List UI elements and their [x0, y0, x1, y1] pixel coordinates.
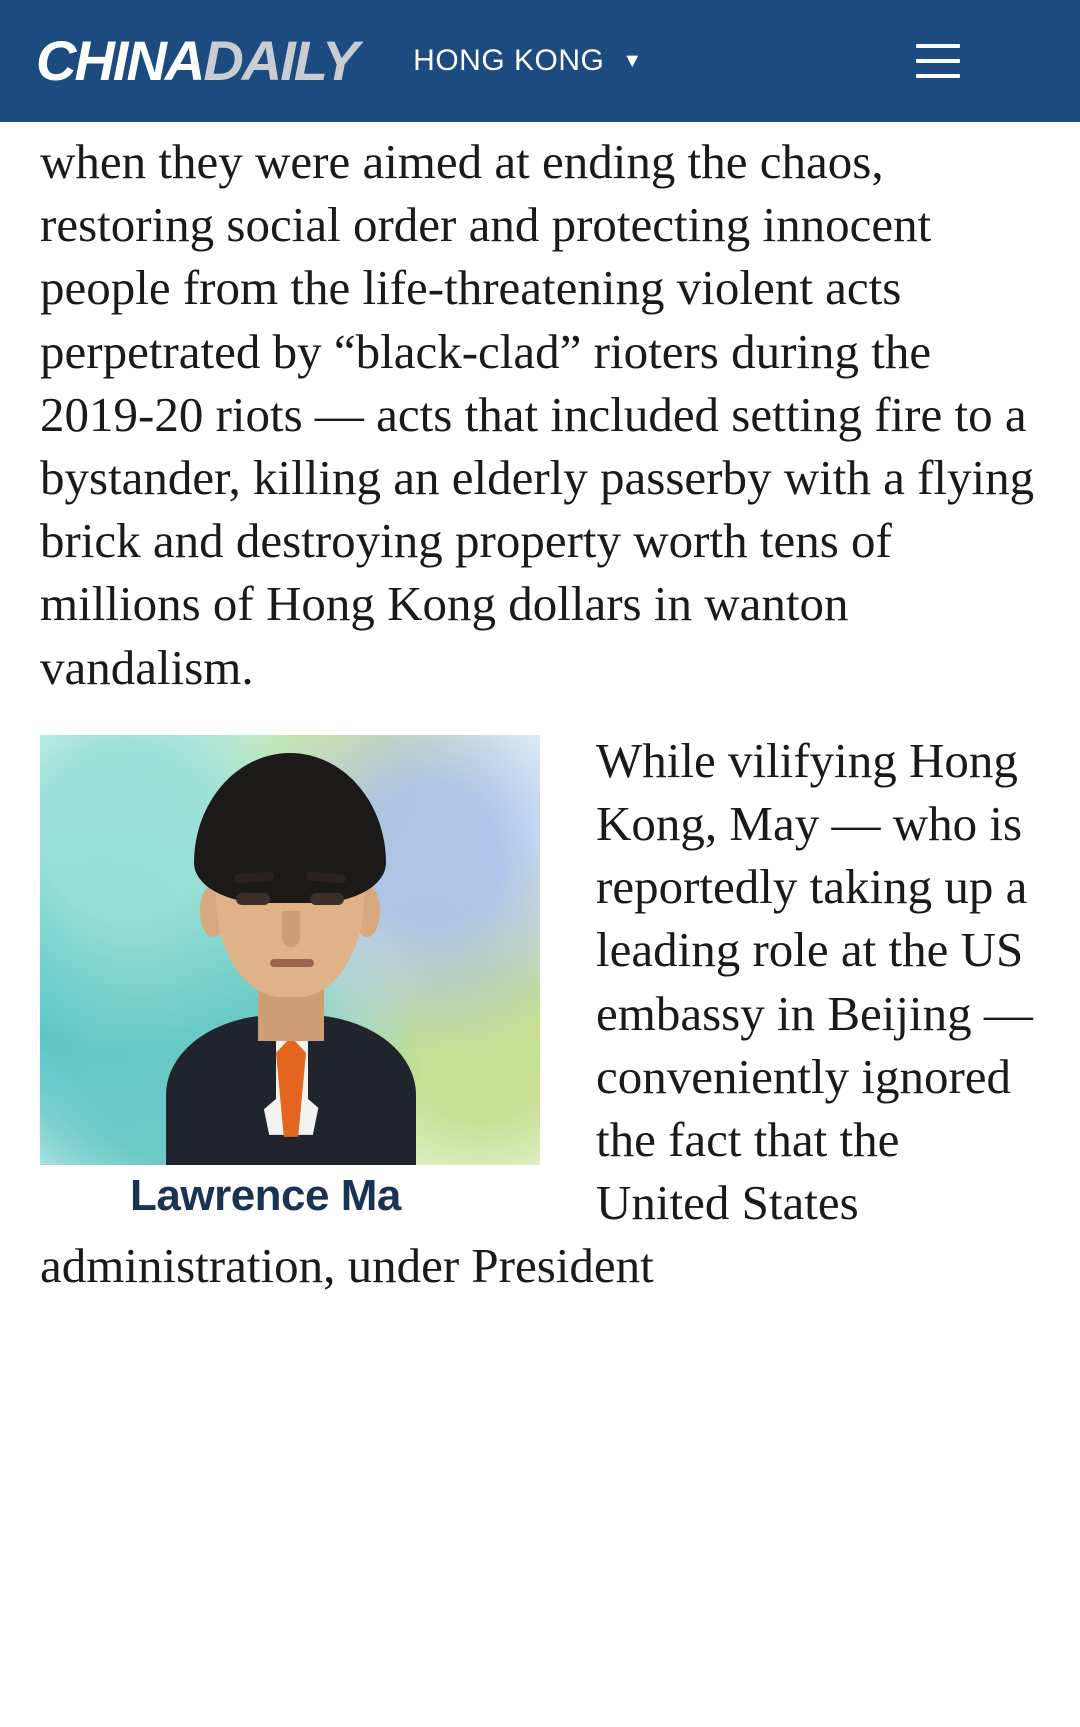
portrait-eye-left — [236, 893, 270, 905]
edition-label: HONG KONG — [413, 44, 605, 77]
logo-text-daily: DAILY — [203, 29, 358, 92]
article-figure-and-text — [40, 729, 1040, 1298]
chevron-down-icon: ▼ — [622, 50, 643, 72]
article-body — [0, 130, 1080, 1298]
article-figure — [40, 735, 560, 1221]
logo-text-china: CHINA — [36, 29, 204, 92]
edition-selector[interactable] — [413, 44, 642, 78]
figure-caption: Lawrence Ma — [130, 1170, 401, 1220]
portrait-hair — [194, 753, 386, 903]
hamburger-bar-top — [916, 44, 960, 48]
portrait-mouth — [270, 959, 314, 967]
hamburger-bar-middle — [916, 59, 960, 63]
portrait-image — [40, 735, 540, 1165]
hamburger-menu-icon[interactable] — [916, 44, 960, 78]
portrait-illustration — [160, 753, 420, 1165]
site-logo[interactable] — [36, 29, 358, 92]
portrait-nose — [282, 911, 300, 947]
article-paragraph-continued: when they were aimed at ending the chaos, restoring social order and protecting innocent people from the life-threatening violent acts perpetrated by “black-clad” rioters during the 2019-20 riots — acts that included setting fire to a bystander, killing an elderly passerby with a flying brick and destroying property worth tens of millions of Hong Kong dollars in wanton vandalism. — [40, 134, 1035, 695]
article-paragraph-wrapped: While vilifying Hong Kong, May — who is reportedly taking up a leading role at the US embassy in Beijing — conveniently ignored the fact that the United States administration, under President — [40, 732, 1033, 1294]
portrait-eye-right — [310, 893, 344, 905]
site-header — [0, 0, 1080, 122]
hamburger-bar-bottom — [916, 74, 960, 78]
